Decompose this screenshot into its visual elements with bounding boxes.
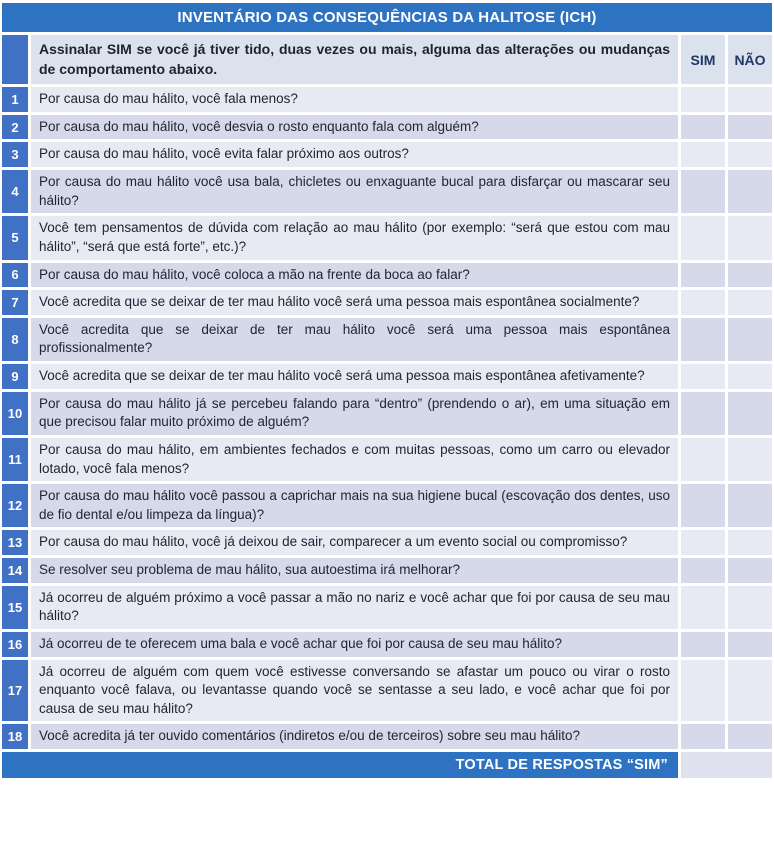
nao-answer-cell[interactable]: [728, 530, 772, 555]
question-text: Você tem pensamentos de dúvida com relação ao mau hálito (por exemplo: “será que estou com mau hálito”, “será que está forte”, etc.)?: [31, 216, 678, 259]
question-number: 12: [2, 484, 28, 527]
sim-answer-cell[interactable]: [681, 87, 725, 112]
question-number: 16: [2, 632, 28, 657]
question-number: 9: [2, 364, 28, 389]
nao-answer-cell[interactable]: [728, 115, 772, 140]
question-row: [2, 263, 772, 288]
nao-answer-cell[interactable]: [728, 142, 772, 167]
question-text: Por causa do mau hálito, você fala menos?: [31, 87, 678, 112]
question-text: Por causa do mau hálito, você já deixou de sair, comparecer a um evento social ou compromisso?: [31, 530, 678, 555]
question-text: Você acredita que se deixar de ter mau hálito você será uma pessoa mais espontânea profissionalmente?: [31, 318, 678, 361]
sim-answer-cell[interactable]: [681, 484, 725, 527]
nao-answer-cell[interactable]: [728, 263, 772, 288]
question-text: Você acredita que se deixar de ter mau hálito você será uma pessoa mais espontânea socialmente?: [31, 290, 678, 315]
question-number: 2: [2, 115, 28, 140]
sim-answer-cell[interactable]: [681, 660, 725, 722]
question-text: Se resolver seu problema de mau hálito, sua autoestima irá melhorar?: [31, 558, 678, 583]
question-number: 17: [2, 660, 28, 722]
sim-answer-cell[interactable]: [681, 724, 725, 749]
question-number: 14: [2, 558, 28, 583]
question-number: 13: [2, 530, 28, 555]
question-row: [2, 586, 772, 629]
nao-answer-cell[interactable]: [728, 438, 772, 481]
question-number: 15: [2, 586, 28, 629]
header-instruction: Assinalar SIM se você já tiver tido, duas vezes ou mais, alguma das alterações ou mudanças de comportamento abaixo.: [31, 35, 678, 84]
question-row: [2, 290, 772, 315]
question-text: Por causa do mau hálito, em ambientes fechados e com muitas pessoas, como um carro ou elevador lotado, você fala menos?: [31, 438, 678, 481]
question-text: Já ocorreu de alguém próximo a você passar a mão no nariz e você achar que foi por causa de seu mau hálito?: [31, 586, 678, 629]
question-text: Por causa do mau hálito, você coloca a mão na frente da boca ao falar?: [31, 263, 678, 288]
question-row: [2, 216, 772, 259]
question-row: [2, 632, 772, 657]
nao-answer-cell[interactable]: [728, 586, 772, 629]
question-number: 1: [2, 87, 28, 112]
question-number: 7: [2, 290, 28, 315]
question-row: [2, 392, 772, 435]
title-row: [2, 3, 772, 32]
sim-answer-cell[interactable]: [681, 558, 725, 583]
sim-answer-cell[interactable]: [681, 438, 725, 481]
question-text: Já ocorreu de te oferecem uma bala e você achar que foi por causa de seu mau hálito?: [31, 632, 678, 657]
question-row: [2, 438, 772, 481]
question-row: [2, 142, 772, 167]
question-number: 11: [2, 438, 28, 481]
question-number: 10: [2, 392, 28, 435]
sim-answer-cell[interactable]: [681, 530, 725, 555]
header-corner-cell: [2, 35, 28, 84]
question-number: 18: [2, 724, 28, 749]
nao-answer-cell[interactable]: [728, 318, 772, 361]
nao-answer-cell[interactable]: [728, 364, 772, 389]
question-text: Você acredita que se deixar de ter mau hálito você será uma pessoa mais espontânea afetivamente?: [31, 364, 678, 389]
question-row: [2, 318, 772, 361]
question-row: [2, 530, 772, 555]
question-text: Por causa do mau hálito, você evita falar próximo aos outros?: [31, 142, 678, 167]
nao-answer-cell[interactable]: [728, 724, 772, 749]
sim-answer-cell[interactable]: [681, 216, 725, 259]
table-title: INVENTÁRIO DAS CONSEQUÊNCIAS DA HALITOSE (ICH): [2, 3, 772, 32]
question-row: [2, 558, 772, 583]
question-row: [2, 484, 772, 527]
header-nao: NÃO: [728, 35, 772, 84]
question-text: Você acredita já ter ouvido comentários (indiretos e/ou de terceiros) sobre seu mau hálito?: [31, 724, 678, 749]
nao-answer-cell[interactable]: [728, 484, 772, 527]
total-sim-value-cell[interactable]: [681, 752, 772, 778]
question-row: [2, 170, 772, 213]
question-row: [2, 364, 772, 389]
question-row: [2, 660, 772, 722]
nao-answer-cell[interactable]: [728, 632, 772, 657]
nao-answer-cell[interactable]: [728, 392, 772, 435]
sim-answer-cell[interactable]: [681, 586, 725, 629]
sim-answer-cell[interactable]: [681, 318, 725, 361]
nao-answer-cell[interactable]: [728, 290, 772, 315]
sim-answer-cell[interactable]: [681, 142, 725, 167]
question-number: 5: [2, 216, 28, 259]
footer-row: [2, 752, 772, 778]
question-row: [2, 724, 772, 749]
header-row: [2, 35, 772, 84]
sim-answer-cell[interactable]: [681, 263, 725, 288]
nao-answer-cell[interactable]: [728, 170, 772, 213]
question-text: Por causa do mau hálito você usa bala, chicletes ou enxaguante bucal para disfarçar ou mascarar seu hálito?: [31, 170, 678, 213]
nao-answer-cell[interactable]: [728, 660, 772, 722]
question-number: 3: [2, 142, 28, 167]
sim-answer-cell[interactable]: [681, 632, 725, 657]
question-row: [2, 115, 772, 140]
sim-answer-cell[interactable]: [681, 364, 725, 389]
question-number: 6: [2, 263, 28, 288]
question-number: 8: [2, 318, 28, 361]
question-text: Por causa do mau hálito, você desvia o rosto enquanto fala com alguém?: [31, 115, 678, 140]
nao-answer-cell[interactable]: [728, 558, 772, 583]
header-sim: SIM: [681, 35, 725, 84]
question-text: Por causa do mau hálito você passou a caprichar mais na sua higiene bucal (escovação dos dentes, uso de fio dental e/ou limpeza da língua)?: [31, 484, 678, 527]
question-row: [2, 87, 772, 112]
sim-answer-cell[interactable]: [681, 115, 725, 140]
question-text: Por causa do mau hálito já se percebeu falando para “dentro” (prendendo o ar), em uma situação em que precisou falar muito próximo de alguém?: [31, 392, 678, 435]
question-text: Já ocorreu de alguém com quem você estivesse conversando se afastar um pouco ou virar o rosto enquanto você falava, ou levantasse quando você se sentasse a seu lado, e você achar que foi por causa de seu mau hálito?: [31, 660, 678, 722]
question-number: 4: [2, 170, 28, 213]
sim-answer-cell[interactable]: [681, 392, 725, 435]
nao-answer-cell[interactable]: [728, 216, 772, 259]
nao-answer-cell[interactable]: [728, 87, 772, 112]
sim-answer-cell[interactable]: [681, 170, 725, 213]
total-sim-label: TOTAL DE RESPOSTAS “SIM”: [2, 752, 678, 778]
sim-answer-cell[interactable]: [681, 290, 725, 315]
